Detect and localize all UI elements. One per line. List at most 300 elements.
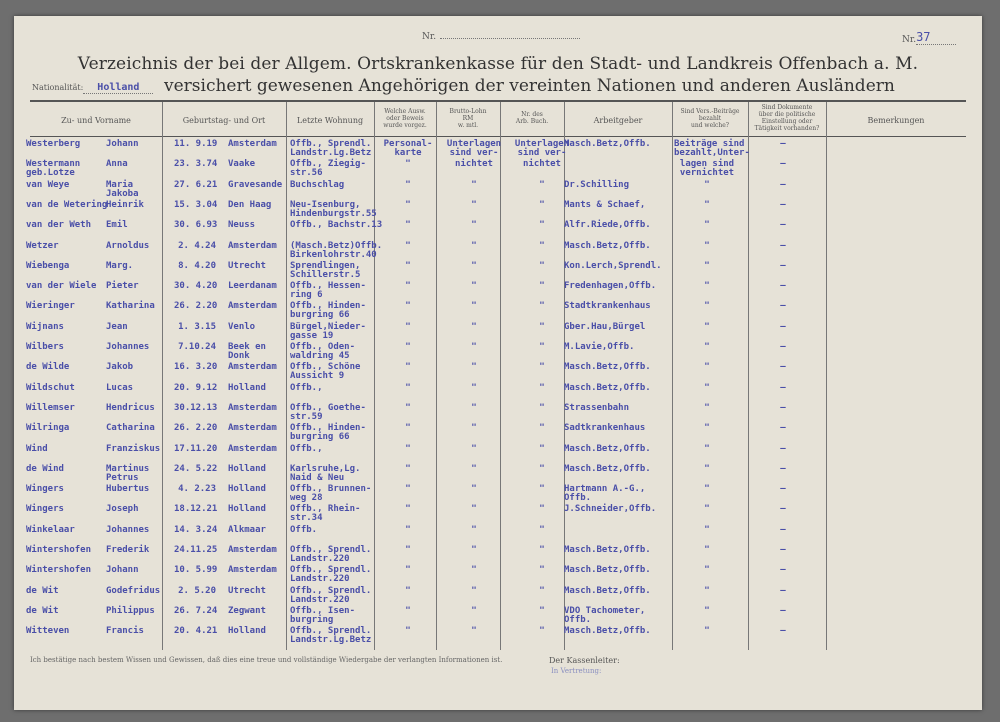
cell-b1: " — [471, 524, 477, 535]
cell-c1: " — [539, 504, 545, 515]
cell-e1: Beiträge sind — [674, 139, 745, 149]
cell-place: Holland — [228, 382, 266, 393]
cell-birth: 24.11.25 — [174, 545, 218, 555]
cell-surname: Willemser — [26, 402, 75, 413]
cell-addr1: Offb., — [290, 382, 323, 393]
cell-surname: Winkelaar — [26, 524, 75, 535]
cell-surname: de Wit — [26, 585, 59, 596]
cell-addr2: Landstr.Lg.Betz — [290, 635, 372, 646]
cell-place: Amsterdam — [228, 301, 277, 312]
cell-addr2: Birkenlohrstr.40 — [290, 249, 377, 260]
cell-addr2: Landstr.220 — [290, 594, 350, 605]
cell-a1: " — [405, 362, 411, 373]
cell-a1: " — [405, 463, 411, 474]
table-row — [14, 404, 982, 424]
cell-addr1: Offb., Goethe- — [290, 402, 366, 413]
cell-b1: " — [471, 260, 477, 271]
cell-place: Holland — [228, 484, 266, 495]
cell-addr1: Offb., — [290, 443, 323, 454]
cell-f: — — [780, 260, 786, 271]
cell-birth: 23. 3.74 — [174, 159, 218, 170]
cell-place: Utrecht — [228, 260, 266, 271]
cell-e1: " — [704, 565, 710, 576]
cell-e2: bezahlt,Unter- — [674, 148, 750, 158]
cell-b1: " — [471, 463, 477, 474]
cell-place: Amsterdam — [228, 565, 277, 576]
cell-birth: 20. 4.21 — [174, 626, 218, 637]
cell-birth: 30.12.13 — [174, 402, 218, 413]
cell-place: Den Haag — [228, 199, 272, 210]
cell-c1: nichtet — [523, 159, 561, 170]
cell-addr1: Offb., Ziegig- — [290, 159, 366, 170]
cell-addr1: (Masch.Betz)Offb. — [290, 240, 383, 251]
cell-a1: Personal- — [383, 139, 433, 149]
cell-c1: " — [539, 179, 545, 190]
cell-e1: " — [704, 524, 710, 535]
document-subtitle: versichert gewesenen Angehörigen der vereinten Nationen und anderen Ausländern — [164, 76, 895, 96]
cell-first: Joseph — [106, 504, 139, 515]
cell-first: Jakob — [106, 362, 134, 373]
document-sheet — [14, 16, 982, 710]
cell-surname: Wingers — [26, 484, 64, 495]
cell-c1: " — [539, 301, 545, 312]
col-header-workbook-line: Nr. des — [521, 111, 543, 118]
cell-surname: de Wit — [26, 605, 59, 616]
cell-surname: Wetzer — [26, 240, 59, 251]
cell-birth: 15. 3.04 — [174, 199, 218, 210]
cell-surname: Wilringa — [26, 423, 70, 434]
cell-addr2: Schillerstr.5 — [290, 269, 361, 280]
table-row — [14, 302, 982, 322]
cell-f: — — [780, 545, 786, 555]
cell-c1: " — [539, 240, 545, 251]
nationality-value: Holland — [97, 82, 140, 93]
cell-place: Amsterdam — [228, 402, 277, 413]
cell-c1: " — [539, 220, 545, 231]
cell-e1: " — [704, 342, 710, 352]
cell-b1: " — [471, 342, 477, 352]
cell-e1: " — [704, 504, 710, 515]
cell-e1: lagen sind — [679, 159, 735, 170]
document-title: Verzeichnis der bei der Allgem. Ortskrankenkasse für den Stadt- und Landkreis Offenbach a. M. — [77, 54, 919, 74]
cell-addr1: Offb., Hessen- — [290, 281, 366, 292]
cell-e1: " — [704, 321, 710, 332]
cell-emp2: Offb. — [564, 614, 592, 625]
cell-surname: de Wind — [26, 463, 64, 474]
cell-e1: " — [704, 545, 710, 555]
cell-addr1: Offb., Sprendl. — [290, 585, 372, 596]
cell-birth: 20. 9.12 — [174, 382, 218, 393]
cell-surname: Wintershofen — [26, 565, 92, 576]
cell-place: Utrecht — [228, 585, 266, 596]
cell-birth: 24. 5.22 — [174, 463, 218, 474]
cell-a1: " — [405, 301, 411, 312]
cell-place: Venlo — [228, 321, 256, 332]
col-header-wage-line: Brutto-Lohn — [449, 108, 487, 115]
cell-addr1: Buchschlag — [290, 179, 345, 190]
cell-f: — — [780, 382, 786, 393]
cell-addr1: Offb., Brunnen- — [290, 484, 372, 495]
cell-first: Philippus — [106, 605, 155, 616]
table-row — [14, 424, 982, 444]
cell-surname: Witteven — [26, 626, 70, 637]
cell-birth: 10. 5.99 — [174, 565, 218, 576]
cell-surname2: geb.Lotze — [26, 168, 75, 179]
cell-addr2: gasse 19 — [290, 330, 334, 341]
col-header-proof-line: wurde vorgez. — [383, 122, 427, 129]
col-header-employer: Arbeitgeber — [593, 116, 643, 125]
table-row — [14, 262, 982, 282]
cell-emp1: Masch.Betz,Offb. — [564, 443, 651, 454]
cell-addr1: Neu-Isenburg, — [290, 199, 361, 210]
cell-addr1: Offb., Oden- — [290, 342, 356, 352]
cell-birth: 2. 5.20 — [178, 585, 216, 596]
col-header-remarks: Bemerkungen — [867, 116, 925, 125]
table-row — [14, 465, 982, 485]
cell-e1: " — [704, 240, 710, 251]
col-header-documents-line: Tätigkeit vorhanden? — [754, 125, 820, 132]
cell-addr1: Offb., Rhein- — [290, 504, 361, 515]
cell-addr1: Offb., Bachstr.13 — [290, 220, 383, 231]
cell-emp1: Masch.Betz,Offb. — [564, 585, 651, 596]
cell-addr1: Offb., Isen- — [290, 605, 356, 616]
cell-addr1: Bürgel,Nieder- — [290, 321, 366, 332]
cell-a1: " — [405, 240, 411, 251]
cell-c1: " — [539, 524, 545, 535]
cell-f: — — [780, 179, 786, 190]
cell-surname: van de Wetering — [26, 199, 108, 210]
cell-a2: karte — [394, 148, 422, 158]
cell-birth: 2. 4.24 — [178, 240, 216, 251]
cell-f: — — [780, 220, 786, 231]
cell-birth: 8. 4.20 — [178, 260, 216, 271]
cell-first: Martinus — [106, 463, 150, 474]
cell-addr1: Offb., Sprendl. — [290, 545, 372, 555]
cell-addr2: Landstr.220 — [290, 574, 350, 585]
cell-place: Amsterdam — [228, 139, 277, 149]
table-row — [14, 566, 982, 586]
cell-a1: " — [405, 321, 411, 332]
cell-first: Marg. — [106, 260, 134, 271]
cell-b1: " — [471, 504, 477, 515]
cell-e1: " — [704, 179, 710, 190]
cell-b1: " — [471, 626, 477, 637]
col-header-birth: Geburtstag- und Ort — [182, 116, 266, 125]
cell-c1: " — [539, 545, 545, 555]
cell-surname: Wind — [26, 443, 48, 454]
cell-surname: Wiebenga — [26, 260, 70, 271]
cell-addr2: Hindenburgstr.55 — [290, 208, 377, 219]
cell-addr2: waldring 45 — [290, 351, 350, 361]
cell-birth: 30. 6.93 — [174, 220, 218, 231]
cell-emp1: Masch.Betz,Offb. — [564, 240, 651, 251]
cell-a1: " — [405, 260, 411, 271]
cell-f: — — [780, 139, 786, 149]
cell-c1: " — [539, 402, 545, 413]
cell-a1: " — [405, 199, 411, 210]
cell-b1: " — [471, 402, 477, 413]
table-row — [14, 323, 982, 343]
table-row — [14, 485, 982, 505]
cell-addr1: Offb., Hinden- — [290, 301, 366, 312]
cell-a1: " — [405, 605, 411, 616]
cell-b1: " — [471, 423, 477, 434]
cell-emp2: Offb. — [564, 493, 592, 504]
cell-first: Maria — [106, 179, 134, 190]
cell-b1: " — [471, 585, 477, 596]
cell-birth: 26. 7.24 — [174, 605, 218, 616]
table-row — [14, 282, 982, 302]
cell-c2: sind ver- — [517, 148, 567, 158]
cell-first: Anna — [106, 159, 128, 170]
cell-first: Frederik — [106, 545, 150, 555]
col-header-proof — [374, 108, 436, 129]
cell-b1: " — [471, 605, 477, 616]
cell-surname: Wingers — [26, 504, 64, 515]
cell-first2: Petrus — [106, 472, 139, 483]
cell-surname: van der Weth — [26, 220, 92, 231]
cell-e1: " — [704, 626, 710, 637]
cell-b1: " — [471, 199, 477, 210]
cell-place: Amsterdam — [228, 545, 277, 555]
cell-surname: Wijnans — [26, 321, 64, 332]
cell-f: — — [780, 321, 786, 332]
col-header-proof-line: Welche Ausw. — [384, 108, 426, 115]
cell-addr1: Offb. — [290, 524, 318, 535]
cell-surname: Westerberg — [26, 139, 81, 149]
table-row — [14, 445, 982, 465]
cell-surname: van der Wiele — [26, 281, 97, 292]
cell-emp1: Masch.Betz,Offb. — [564, 362, 651, 373]
cell-birth: 16. 3.20 — [174, 362, 218, 373]
cell-b1: " — [471, 179, 477, 190]
cell-emp1: Fredenhagen,Offb. — [564, 281, 657, 292]
table-row — [14, 181, 982, 201]
cell-first: Pieter — [106, 281, 139, 292]
cell-surname: Wildschut — [26, 382, 75, 393]
cell-f: — — [780, 484, 786, 495]
cell-emp1: Stadtkrankenhaus — [564, 301, 651, 312]
cell-surname: Wintershofen — [26, 545, 92, 555]
cell-b1: nichtet — [455, 159, 493, 170]
table-row — [14, 384, 982, 404]
cell-place: Neuss — [228, 220, 256, 231]
cell-a1: " — [405, 281, 411, 292]
cell-f: — — [780, 199, 786, 210]
cell-addr1: Offb., Sprendl. — [290, 565, 372, 576]
cell-place: Zegwant — [228, 605, 266, 616]
table-row — [14, 140, 982, 160]
cell-b1: " — [471, 565, 477, 576]
cell-a1: " — [405, 626, 411, 637]
cell-f: — — [780, 443, 786, 454]
cell-f: — — [780, 342, 786, 352]
cell-first: Hubertus — [106, 484, 150, 495]
cell-f: — — [780, 301, 786, 312]
cell-place: Beek en — [228, 342, 266, 352]
cell-b1: " — [471, 240, 477, 251]
cell-e1: " — [704, 463, 710, 474]
cell-c1: " — [539, 382, 545, 393]
table-row — [14, 505, 982, 525]
cell-b1: " — [471, 220, 477, 231]
table-row — [14, 363, 982, 383]
cell-a1: " — [405, 402, 411, 413]
cell-b1: " — [471, 362, 477, 373]
cell-birth: 14. 3.24 — [174, 524, 218, 535]
cell-a1: " — [405, 504, 411, 515]
cell-addr2: str.34 — [290, 513, 323, 524]
cell-c1: " — [539, 199, 545, 210]
cell-addr2: burgring 66 — [290, 310, 350, 321]
cell-a1: " — [405, 342, 411, 352]
col-header-documents-line: über die politische — [758, 111, 816, 118]
cell-c1: " — [539, 443, 545, 454]
cell-surname: Wieringer — [26, 301, 75, 312]
cell-c1: " — [539, 362, 545, 373]
cell-birth: 7.10.24 — [178, 342, 216, 352]
number-label: Nr. — [422, 32, 437, 42]
cell-b1: " — [471, 281, 477, 292]
cell-addr2: Aussicht 9 — [290, 371, 345, 382]
cell-e1: " — [704, 484, 710, 495]
cell-a1: " — [405, 443, 411, 454]
table-row — [14, 526, 982, 546]
footer-statement: Ich bestätige nach bestem Wissen und Gewissen, daß dies eine treue und vollständige Wiedergabe der verlangten Informationen ist. — [30, 656, 503, 664]
cell-place: Holland — [228, 463, 266, 474]
cell-f: — — [780, 423, 786, 434]
cell-e1: " — [704, 301, 710, 312]
cell-emp1: Dr.Schilling — [564, 179, 630, 190]
table-row — [14, 221, 982, 241]
cell-addr2: Naid & Neu — [290, 472, 345, 483]
cell-c1: " — [539, 626, 545, 637]
cell-addr1: Offb., Hinden- — [290, 423, 366, 434]
cell-emp1: Masch.Betz,Offb. — [564, 382, 651, 393]
cell-addr1: Offb., Sprendl. — [290, 626, 372, 637]
cell-birth: 26. 2.20 — [174, 423, 218, 434]
signer-label: Der Kassenleiter: — [549, 656, 620, 665]
cell-c1: " — [539, 342, 545, 352]
cell-place2: Donk — [228, 351, 250, 361]
cell-b1: " — [471, 545, 477, 555]
col-header-contributions-line: Sind Vers.-Beiträge — [680, 108, 740, 115]
number-field-right — [902, 30, 956, 45]
cell-a1: " — [405, 159, 411, 170]
cell-place: Holland — [228, 504, 266, 515]
cell-first: Heinrik — [106, 199, 144, 210]
col-header-wage-line: w. mtl. — [457, 122, 479, 129]
cell-f: — — [780, 240, 786, 251]
cell-e1: " — [704, 260, 710, 271]
cell-surname: Westermann — [26, 159, 81, 170]
cell-c1: Unterlagen — [514, 139, 570, 149]
cell-emp1: Alfr.Riede,Offb. — [564, 220, 651, 231]
col-header-contributions — [672, 108, 748, 129]
cell-e1: " — [704, 585, 710, 596]
cell-c1: " — [539, 484, 545, 495]
cell-surname: Wilbers — [26, 342, 64, 352]
cell-b1: " — [471, 321, 477, 332]
cell-first: Johannes — [106, 524, 150, 535]
cell-first: Johann — [106, 565, 139, 576]
cell-birth: 30. 4.20 — [174, 281, 218, 292]
table-row — [14, 160, 982, 180]
cell-a1: " — [405, 585, 411, 596]
cell-birth: 18.12.21 — [174, 504, 218, 515]
cell-place: Amsterdam — [228, 423, 277, 434]
cell-first: Katharina — [106, 301, 155, 312]
cell-place: Gravesande — [228, 179, 283, 190]
table-row — [14, 627, 982, 647]
cell-e1: " — [704, 281, 710, 292]
cell-surname: van Weye — [26, 179, 70, 190]
cell-addr2: Landstr.220 — [290, 554, 350, 564]
table-row — [14, 587, 982, 607]
cell-emp1: Sadtkrankenhaus — [564, 423, 646, 434]
cell-addr1: Karlsruhe,Lg. — [290, 463, 361, 474]
cell-birth: 4. 2.23 — [178, 484, 216, 495]
col-header-documents-line: Einstellung oder — [761, 118, 813, 125]
cell-c1: " — [539, 423, 545, 434]
col-header-address: Letzte Wohnung — [296, 116, 364, 125]
cell-c1: " — [539, 565, 545, 576]
col-header-workbook — [500, 111, 564, 125]
cell-first: Emil — [106, 220, 128, 231]
col-header-wage — [436, 108, 500, 129]
cell-a1: " — [405, 382, 411, 393]
cell-first: Francis — [106, 626, 144, 637]
cell-e1: " — [704, 423, 710, 434]
cell-addr2: burgring — [290, 614, 334, 625]
cell-b1: " — [471, 382, 477, 393]
cell-first: Lucas — [106, 382, 134, 393]
cell-b2: sind ver- — [449, 148, 499, 158]
cell-c1: " — [539, 321, 545, 332]
cell-emp1: M.Lavie,Offb. — [564, 342, 635, 352]
cell-c1: " — [539, 463, 545, 474]
cell-a1: " — [405, 423, 411, 434]
cell-f: — — [780, 504, 786, 515]
cell-emp1: Hartmann A.-G., — [564, 484, 646, 495]
cell-place: Vaake — [228, 159, 256, 170]
cell-addr2: str.59 — [290, 411, 323, 422]
signer-stamp: In Vertretung: — [551, 667, 602, 675]
table-row — [14, 343, 982, 363]
cell-b1: " — [471, 484, 477, 495]
cell-emp1: Masch.Betz,Offb. — [564, 565, 651, 576]
cell-emp1: Masch.Betz,Offb. — [564, 139, 651, 149]
cell-f: — — [780, 281, 786, 292]
cell-first: Johannes — [106, 342, 150, 352]
cell-e1: " — [704, 220, 710, 231]
cell-emp1: Mants & Schaef, — [564, 199, 646, 210]
table-row — [14, 546, 982, 566]
cell-a1: " — [405, 524, 411, 535]
table-row — [14, 201, 982, 221]
cell-birth: 1. 3.15 — [178, 321, 216, 332]
cell-place: Holland — [228, 626, 266, 637]
cell-place: Amsterdam — [228, 443, 277, 454]
cell-first: Hendricus — [106, 402, 155, 413]
table-row — [14, 607, 982, 627]
cell-f: — — [780, 585, 786, 596]
cell-f: — — [780, 362, 786, 373]
col-header-name: Zu- und Vorname — [61, 116, 131, 125]
cell-first: Franziskus — [106, 443, 161, 454]
cell-f: — — [780, 463, 786, 474]
cell-addr1: Offb., Sprendl. — [290, 139, 372, 149]
